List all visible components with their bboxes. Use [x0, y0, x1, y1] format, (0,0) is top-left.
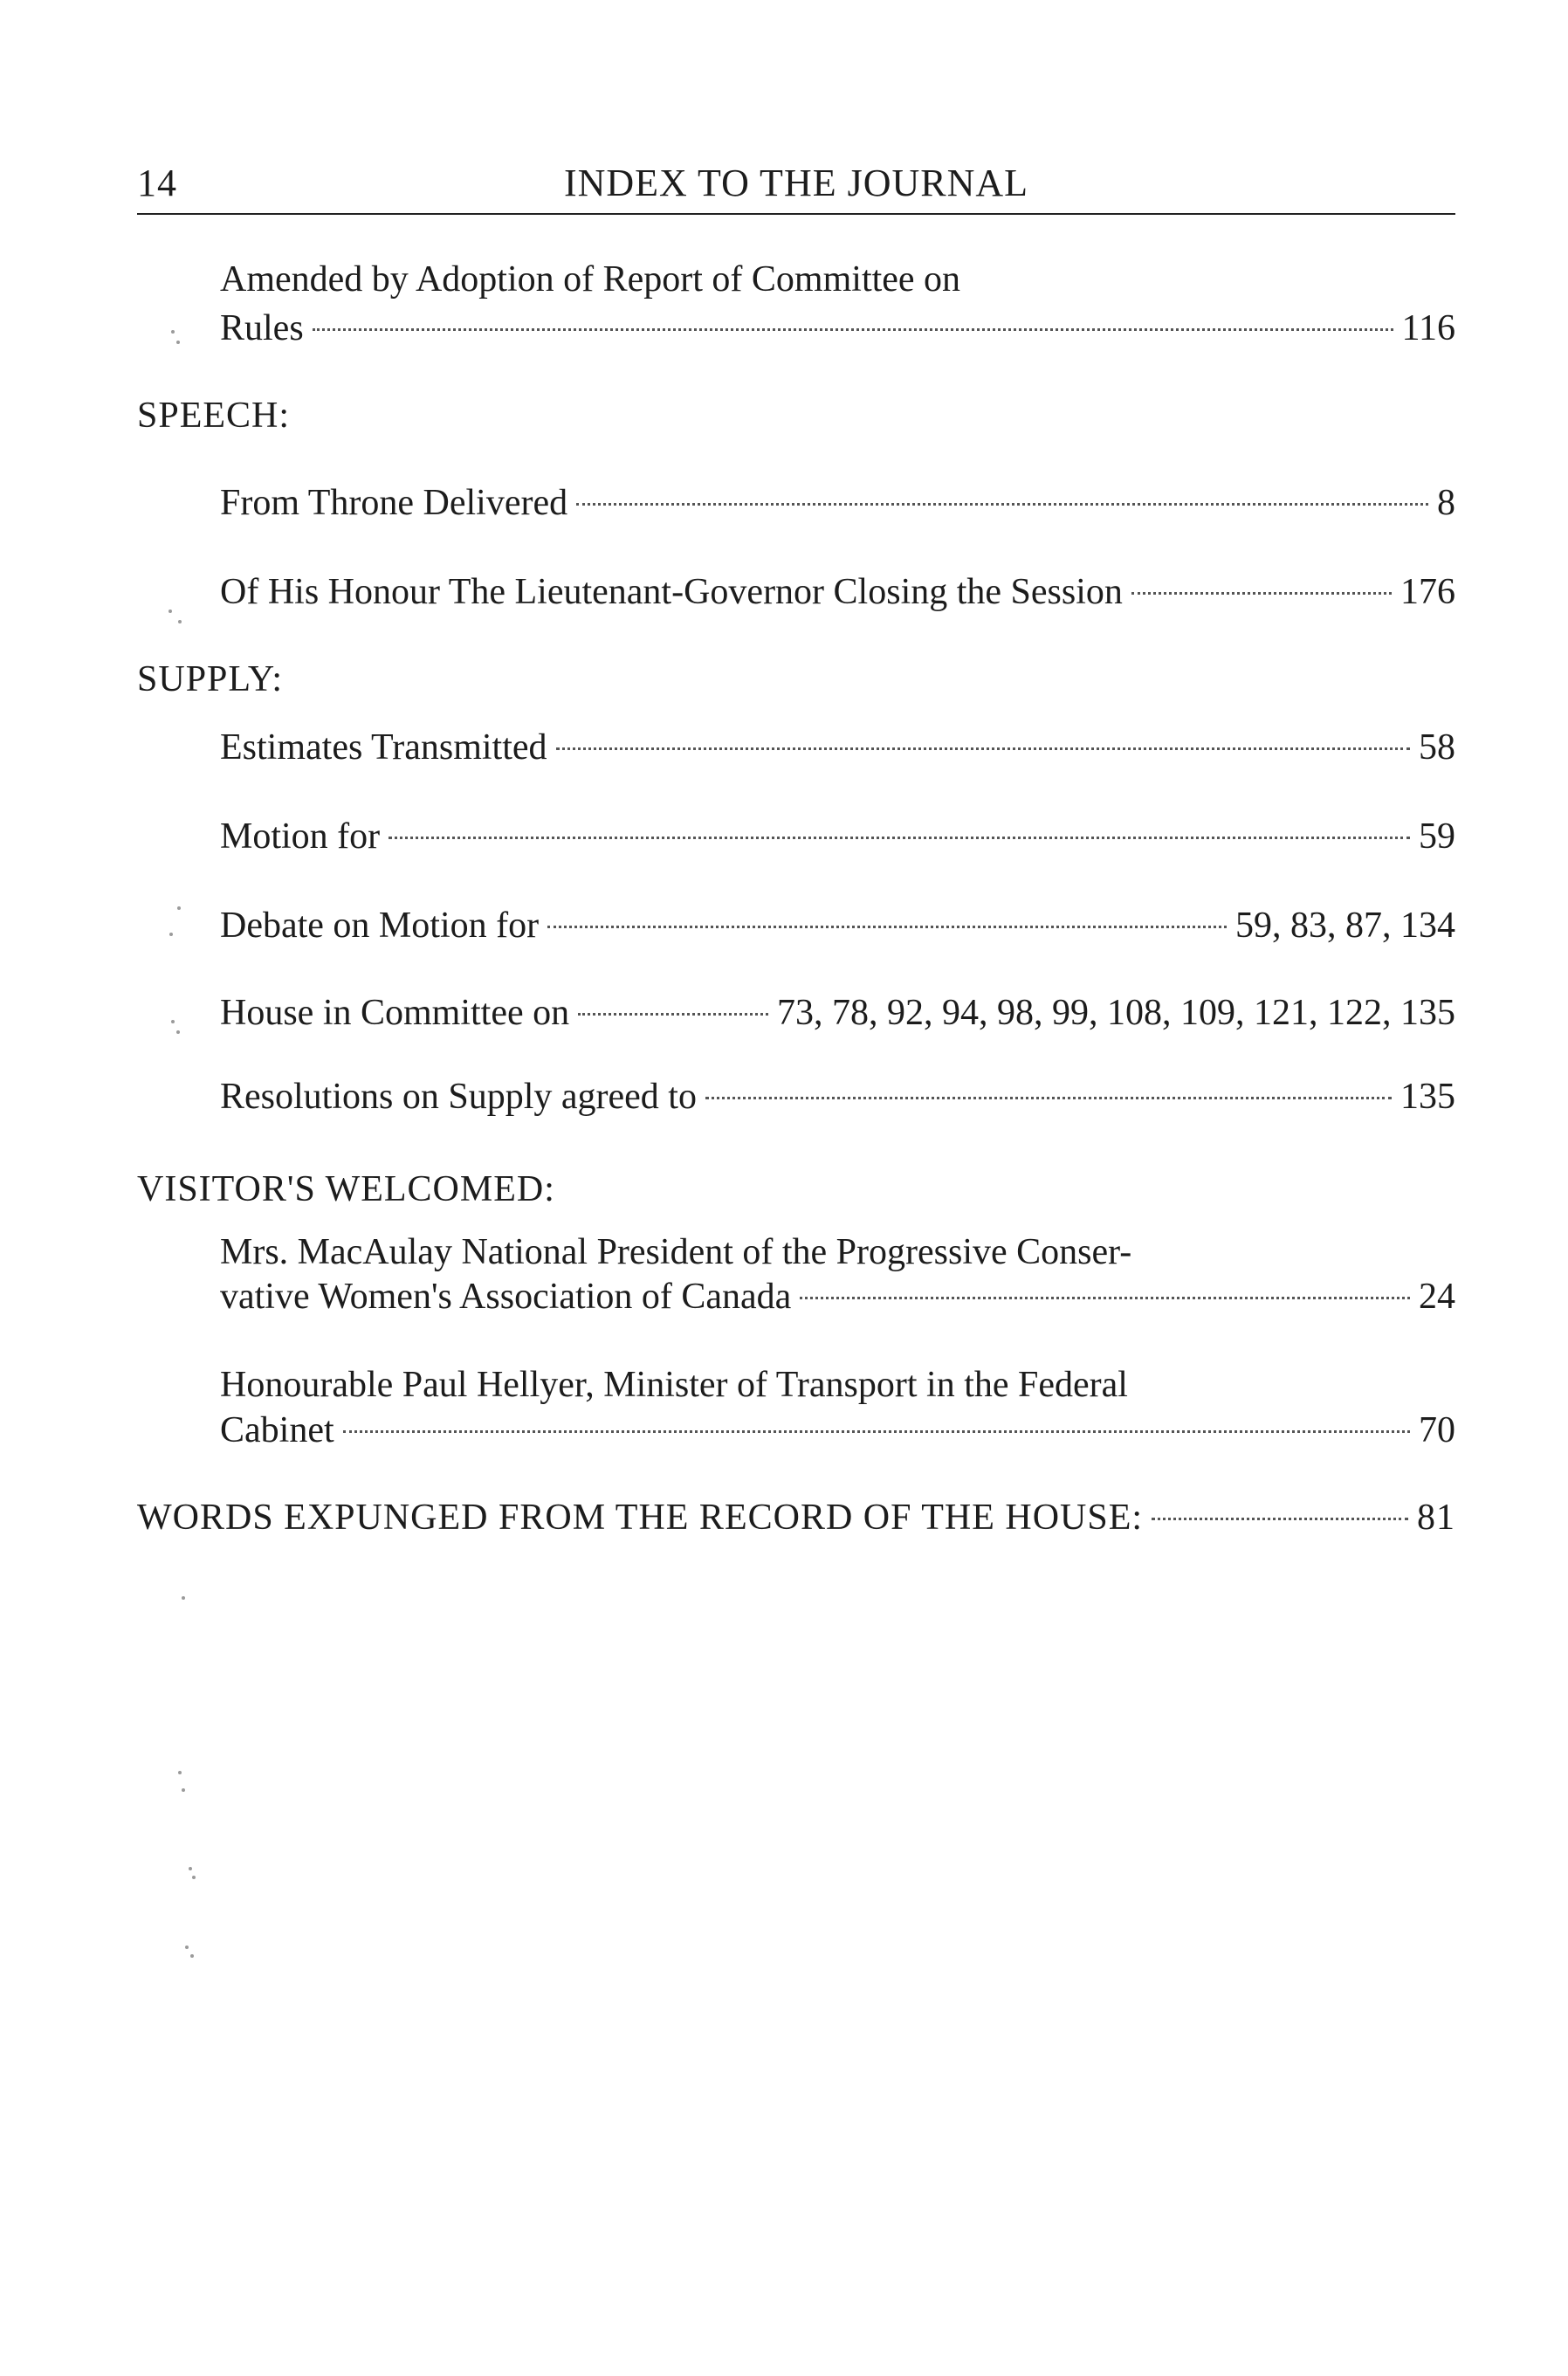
supply-house-pages: 73, 78, 92, 94, 98, 99, 108, 109, 121, 122, 135	[777, 993, 1455, 1033]
amended-entry-line1: Amended by Adoption of Report of Committee on	[220, 259, 961, 300]
speech-closing-label: Of His Honour The Lieutenant-Governor Closing the Session	[220, 572, 1123, 612]
speech-throne-label: From Throne Delivered	[220, 483, 568, 523]
visitor-hellyer-line1: Honourable Paul Hellyer, Minister of Transport in the Federal	[220, 1365, 1128, 1405]
visitor-macaulay-label: vative Women's Association of Canada	[220, 1277, 792, 1317]
words-expunged-label: WORDS EXPUNGED FROM THE RECORD OF THE HOUSE:	[137, 1498, 1144, 1538]
supply-resolutions-label: Resolutions on Supply agreed to	[220, 1077, 697, 1117]
supply-motion-label: Motion for	[220, 816, 381, 857]
supply-heading: SUPPLY:	[137, 659, 284, 699]
visitor-macaulay-line1: Mrs. MacAulay National President of the Progressive Conser-	[220, 1232, 1132, 1272]
page-number: 14	[137, 162, 177, 204]
speech-throne-pages: 8	[1437, 483, 1455, 523]
speech-heading: SPEECH:	[137, 396, 291, 436]
supply-debate-pages: 59, 83, 87, 134	[1235, 906, 1455, 946]
supply-debate-label: Debate on Motion for	[220, 906, 540, 946]
supply-house-label: House in Committee on	[220, 993, 570, 1033]
supply-motion-pages: 59	[1419, 816, 1455, 857]
supply-estimates-pages: 58	[1419, 727, 1455, 768]
speech-closing-pages: 176	[1400, 572, 1455, 612]
words-expunged-pages: 81	[1417, 1498, 1455, 1538]
visitor-macaulay-pages: 24	[1419, 1277, 1455, 1317]
amended-entry-label: Rules	[220, 308, 304, 348]
running-title: INDEX TO THE JOURNAL	[563, 162, 1029, 204]
amended-entry-pages: 116	[1401, 308, 1455, 348]
supply-estimates-label: Estimates Transmitted	[220, 727, 547, 768]
visitor-hellyer-pages: 70	[1419, 1410, 1455, 1450]
visitors-heading: VISITOR'S WELCOMED:	[137, 1169, 555, 1209]
visitor-hellyer-label: Cabinet	[220, 1410, 334, 1450]
supply-resolutions-pages: 135	[1400, 1077, 1455, 1117]
